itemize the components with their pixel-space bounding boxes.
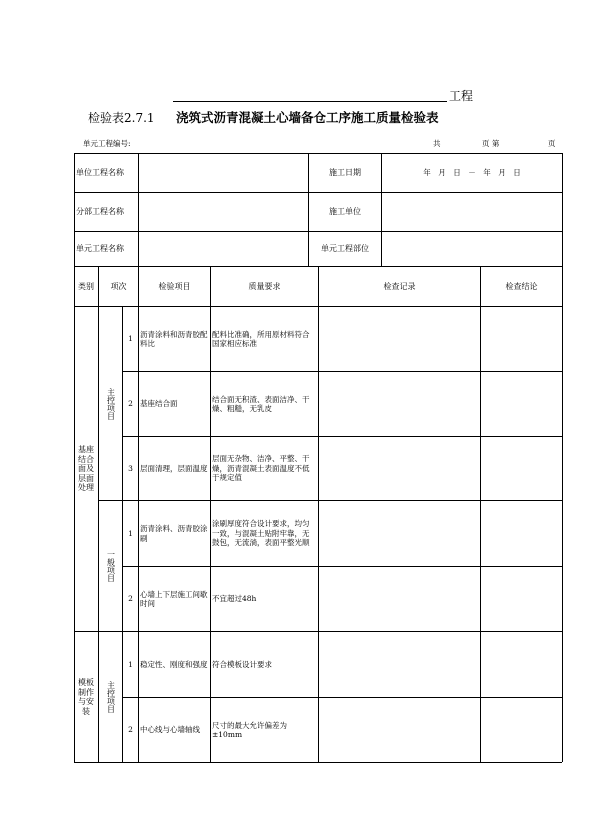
project-suffix: 工程 [449,89,474,103]
category-base-surface: 基座结合面及层面处理 [78,445,94,493]
row-conclusion-field[interactable] [481,567,562,631]
row-no: 1 [128,528,133,538]
col-item-no: 项次 [110,281,127,291]
form-code: 检验表2.7.1 [88,111,155,125]
unit-project-name-label: 单位工程名称 [76,168,124,177]
row-record-field[interactable] [319,698,480,762]
subgroup-general-1: 一般项目 [106,550,116,582]
construction-date-label: 施工日期 [329,168,361,177]
row-item: 层面清理，层面温度 [140,463,208,473]
row-req: 配料比准确，所用原材料符合国家相应标准 [212,329,310,348]
row-conclusion-field[interactable] [481,698,562,762]
pages-end-label: 页 [548,139,556,148]
row-conclusion-field[interactable] [481,372,562,436]
row-req: 层面无杂物、洁净、平整、干燥，沥青混凝土表面温度不低于规定值 [212,454,310,483]
unit-project-name-field[interactable] [139,154,308,192]
row-req: 涂刷厚度符合设计要求，均匀一致，与混凝土贴附牢靠，无鼓包，无流淌，表面平整光顺 [212,519,310,548]
row-no: 2 [128,725,133,735]
subgroup-main-control-1: 主控项目 [106,387,116,420]
row-record-field[interactable] [319,307,480,371]
element-project-name-label: 单元工程名称 [76,244,124,253]
subsection-name-field[interactable] [139,193,308,231]
row-item: 中心线与心墙轴线 [140,725,200,735]
element-project-location-label: 单元工程部位 [321,244,369,253]
element-project-location-field[interactable] [382,232,562,266]
row-no: 2 [128,594,133,604]
col-conclusion: 检查结论 [505,281,538,291]
subsection-name-label: 分部工程名称 [76,207,124,216]
row-req: 结合面无积渣、表面洁净、干燥、粗糙，无乳皮 [212,394,310,413]
row-conclusion-field[interactable] [481,632,562,697]
col-record: 检查记录 [383,281,416,291]
row-conclusion-field[interactable] [481,307,562,371]
row-record-field[interactable] [319,632,480,697]
element-project-name-field[interactable] [139,232,308,266]
row-req: 符合模板设计要求 [212,659,272,669]
row-req: 不宜超过48h [212,594,257,604]
row-item: 沥青涂料和沥青胶配料比 [140,329,208,348]
col-category: 类别 [78,281,94,291]
row-record-field[interactable] [319,501,480,566]
construction-unit-label: 施工单位 [329,207,361,216]
row-no: 1 [128,334,133,344]
col-quality-req: 质量要求 [248,281,281,291]
row-record-field[interactable] [319,437,480,500]
row-conclusion-field[interactable] [481,437,562,500]
row-record-field[interactable] [319,372,480,436]
row-no: 1 [128,659,133,669]
row-item: 稳定性、刚度和强度 [140,659,208,669]
construction-date-range[interactable]: 年 月 日 － 年 月 日 [423,168,521,177]
col-inspect-item: 检验项目 [158,281,191,291]
form-title: 浇筑式沥青混凝土心墙备仓工序施工质量检验表 [176,110,439,125]
row-item: 沥青涂料、沥青胶涂刷 [140,524,208,543]
row-conclusion-field[interactable] [481,501,562,566]
row-no: 2 [128,399,133,409]
row-item: 心墙上下层施工间歇时间 [140,589,208,608]
project-name-blank[interactable] [173,89,447,102]
unit-project-no-label: 单元工程编号: [83,139,131,148]
row-record-field[interactable] [319,567,480,631]
category-formwork: 模板制作与安装 [78,678,94,716]
pages-mid-label: 页 第 [482,139,500,148]
row-no: 3 [128,463,133,473]
pages-total-label: 共 [433,139,441,148]
construction-unit-field[interactable] [382,193,562,231]
row-item: 基座结合面 [140,399,178,409]
subgroup-main-control-2: 主控项目 [106,681,116,713]
row-req: 尺寸的最大允许偏差为±10mm [212,720,287,739]
